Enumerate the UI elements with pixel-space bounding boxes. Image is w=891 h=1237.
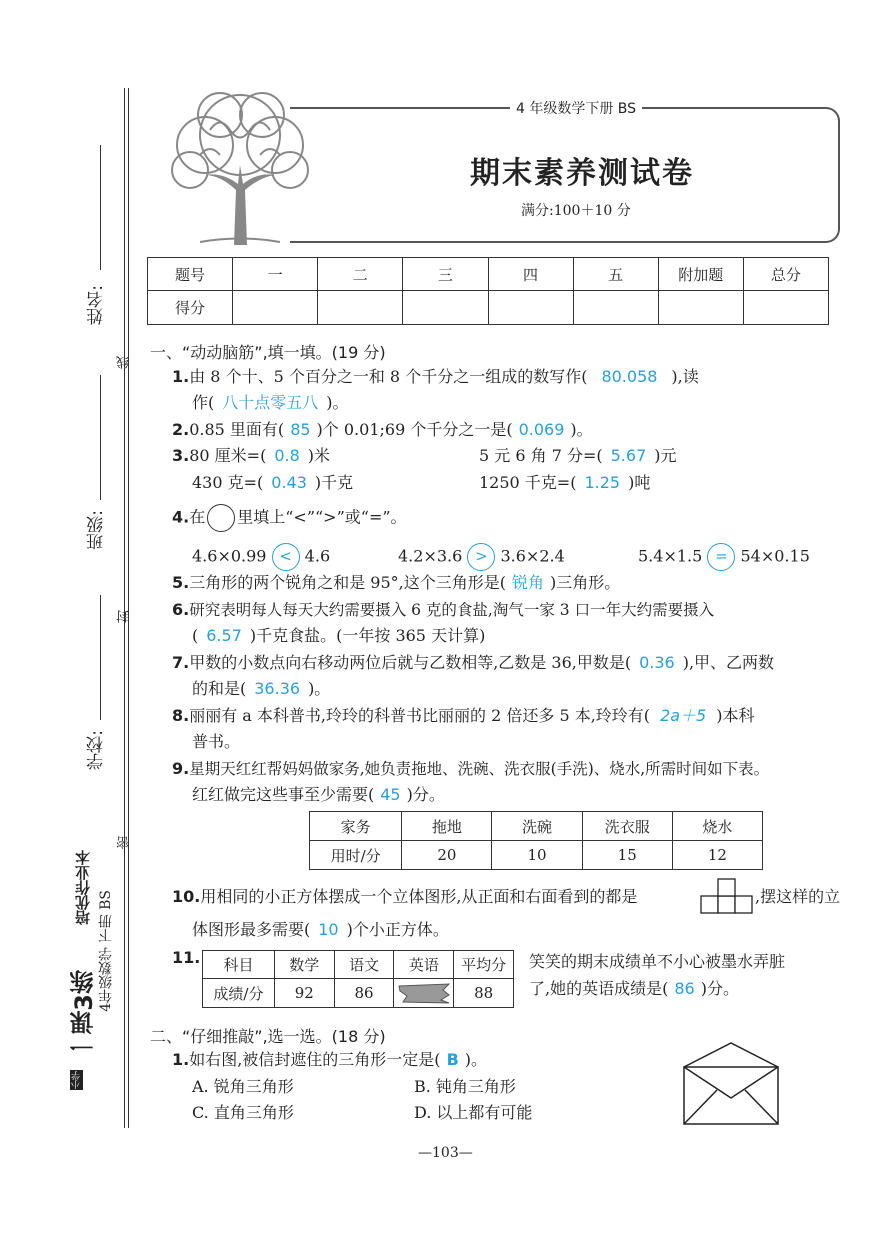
question-5 [172, 572, 620, 594]
sidebar-rule [124, 88, 125, 1128]
question-9-cont [192, 784, 445, 806]
q-text: )。 [308, 679, 331, 698]
answer[interactable]: 0.069 [518, 420, 565, 439]
option-d[interactable]: D. 以上都有可能 [414, 1103, 533, 1122]
ink-stain-cell [394, 979, 454, 1008]
q-text: 由 8 个十、5 个百分之一和 8 个千分之一组成的数写作( [189, 367, 588, 386]
answer[interactable]: B [446, 1050, 459, 1069]
score-header: 二 [318, 258, 403, 291]
question-1 [172, 366, 699, 388]
q-number: 5. [172, 573, 190, 592]
q-number: 10. [172, 887, 201, 906]
compare-left: 5.4×1.5 [638, 546, 703, 566]
q-text: 红红做完这些事至少需要( [192, 785, 375, 804]
question-8-cont [192, 731, 240, 753]
q-text: )米 [307, 446, 331, 465]
table-cell: 用时/分 [310, 841, 402, 870]
table-header: 烧水 [672, 812, 762, 841]
score-row-label: 得分 [148, 291, 233, 325]
q-text: )千克食盐。(一年按 365 天计算) [249, 626, 486, 645]
answer[interactable]: 锐角 [512, 573, 545, 592]
table-cell: 92 [274, 979, 334, 1008]
q-number: 1. [172, 367, 190, 386]
answer[interactable]: 2a＋5 [660, 706, 707, 725]
q-text: 0.85 里面有( [189, 420, 285, 439]
table-cell: 88 [454, 979, 514, 1008]
name-label: 姓名: [87, 285, 107, 325]
score-header: 总分 [743, 258, 828, 291]
table-cell: 15 [582, 841, 672, 870]
brand-subtitle: 培优作业本 [74, 850, 92, 925]
school-label: 学校: [87, 730, 107, 770]
score-cell[interactable] [488, 291, 573, 325]
q-text: 80 厘米=( [189, 446, 267, 465]
brand-title: 一课3练 [70, 970, 98, 1059]
question-7-cont [192, 678, 330, 700]
grades-table [202, 950, 514, 1008]
q-text: )千克 [314, 473, 354, 492]
q-text: 研究表明每人每天大约需要摄入 6 克的食盐,淘气一家 3 口一年大约需要摄入 [189, 601, 715, 619]
table-header: 语文 [334, 951, 394, 979]
brand-small: 小学 [72, 1071, 82, 1089]
option-a[interactable]: A. 锐角三角形 [192, 1077, 294, 1096]
section1-title: 一、“动动脑筋”,填一填。(19 分) [150, 343, 386, 362]
q-number: 7. [172, 653, 190, 672]
table-header: 数学 [274, 951, 334, 979]
score-header: 五 [573, 258, 658, 291]
table-header: 平均分 [454, 951, 514, 979]
question-10-cont [192, 919, 449, 941]
q-text: 了,她的英语成绩是( [529, 979, 669, 998]
answer[interactable]: 5.67 [610, 446, 647, 465]
seal-mark: 封 [117, 610, 132, 623]
q-number: 9. [172, 759, 190, 778]
answer[interactable]: 0.8 [274, 446, 300, 465]
table-cell: 成绩/分 [203, 979, 275, 1008]
q-text: )个 0.01;69 个千分之一是( [316, 420, 513, 439]
table-cell: 10 [492, 841, 582, 870]
school-line[interactable] [100, 595, 101, 720]
answer[interactable]: 86 [674, 979, 695, 998]
question-11-cont [529, 978, 739, 1000]
q-text: )。 [570, 420, 593, 439]
question-4 [172, 504, 407, 532]
q-text: )元 [654, 446, 677, 465]
answer[interactable]: 85 [290, 420, 311, 439]
question-9 [172, 758, 769, 780]
q-number: 11. [172, 948, 201, 967]
brand-logo [60, 820, 120, 1120]
score-table [147, 257, 829, 325]
page-title: 期末素养测试卷 [470, 156, 694, 191]
answer[interactable]: 0.36 [639, 653, 675, 672]
close-mark: 密 [117, 836, 132, 849]
q-text: ,摆这样的立 [755, 887, 841, 906]
compare-answer[interactable]: > [467, 543, 495, 571]
question-2 [172, 419, 593, 441]
answer[interactable]: 0.43 [271, 473, 307, 492]
table-header: 家务 [310, 812, 402, 841]
question-4-items [192, 543, 330, 571]
q-number: 8. [172, 706, 190, 725]
q-text: )个小正方体。 [346, 920, 449, 939]
q-text: 星期天红红帮妈妈做家务,她负责拖地、洗碗、洗衣服(手洗)、烧水,所需时间如下表。 [189, 760, 770, 778]
brand-grade: 4年级数学 下册 BS [98, 890, 114, 1012]
table-cell: 12 [672, 841, 762, 870]
score-header: 三 [403, 258, 488, 291]
cube-view-icon [700, 878, 754, 914]
q-text: ( [192, 626, 199, 645]
table-header: 洗衣服 [582, 812, 672, 841]
score-cell[interactable] [318, 291, 403, 325]
q-text: )分。 [406, 785, 445, 804]
envelope-icon [683, 1040, 779, 1126]
question-11 [172, 947, 200, 969]
question-1-cont [192, 392, 349, 414]
question-3a [172, 445, 330, 467]
q-text: )。 [326, 393, 349, 412]
question-3b [479, 445, 677, 467]
full-score: 满分:100＋10 分 [521, 203, 631, 219]
compare-right: 3.6×2.4 [500, 546, 565, 566]
answer[interactable]: 10 [318, 920, 339, 939]
compare-right: 4.6 [304, 546, 331, 566]
compare-left: 4.6×0.99 [192, 546, 267, 566]
q-text: 体图形最多需要( [192, 920, 311, 939]
score-cell[interactable] [403, 291, 488, 325]
q-text: )分。 [700, 979, 739, 998]
compare-answer[interactable]: = [707, 543, 735, 571]
q-number: 3. [172, 446, 190, 465]
answer[interactable]: 1.25 [584, 473, 621, 492]
question-7 [172, 652, 774, 674]
question-4-items [398, 543, 565, 571]
q-text: 如右图,被信封遮住的三角形一定是( [189, 1050, 441, 1069]
section2-title: 二、“仔细推敲”,选一选。(18 分) [150, 1027, 386, 1046]
q-text: )。 [464, 1050, 488, 1069]
q-text: 丽丽有 a 本科普书,玲玲的科普书比丽丽的 2 倍还多 5 本,玲玲有( [189, 706, 651, 725]
score-header: 一 [233, 258, 318, 291]
q-text: 用相同的小正方体摆成一个立体图形,从正面和右面看到的都是 [200, 887, 638, 906]
q-text: ),读 [671, 367, 699, 386]
q-number: 2. [172, 420, 190, 439]
q-text: 里填上“<”“>”或“=”。 [237, 507, 407, 527]
q-text: 三角形的两个锐角之和是 95°,这个三角形是( [189, 573, 506, 592]
q-text: 5 元 6 角 7 分=( [479, 446, 603, 465]
score-cell[interactable] [658, 291, 743, 325]
page-number: —103— [418, 1145, 473, 1161]
q-text: 1250 千克=( [479, 473, 577, 492]
score-cell[interactable] [233, 291, 318, 325]
question-8 [172, 705, 754, 727]
q-text: ),甲、乙两数 [682, 653, 775, 672]
q-text: 甲数的小数点向右移动两位后就与乙数相等,乙数是 36,甲数是( [189, 653, 632, 672]
q-number: 1. [172, 1050, 190, 1069]
grade-book-label: 4 年级数学下册 BS [510, 98, 642, 118]
table-header: 洗碗 [492, 812, 582, 841]
compare-right: 54×0.15 [740, 546, 810, 566]
answer[interactable]: 八十点零五八 [222, 393, 319, 412]
q-text: 作( [192, 393, 215, 412]
option-c[interactable]: C. 直角三角形 [192, 1103, 294, 1122]
q-text: 笑笑的期末成绩单不小心被墨水弄脏 [529, 952, 786, 971]
table-header: 英语 [394, 951, 454, 979]
option-b[interactable]: B. 钝角三角形 [414, 1077, 516, 1096]
compare-answer[interactable]: < [272, 543, 300, 571]
sidebar-rule-2 [128, 88, 129, 1128]
q-number: 4. [172, 507, 190, 527]
blank-circle-icon [207, 504, 235, 532]
q-text: )本科 [716, 706, 755, 725]
q-number: 6. [172, 600, 190, 619]
name-line[interactable] [100, 145, 101, 270]
line-mark: 线 [117, 356, 132, 369]
table-header: 拖地 [402, 812, 492, 841]
question-6-cont [192, 625, 485, 647]
compare-left: 4.2×3.6 [398, 546, 463, 566]
score-header: 题号 [148, 258, 233, 291]
score-header: 附加题 [658, 258, 743, 291]
ink-stain-icon [397, 982, 451, 1004]
class-line[interactable] [100, 375, 101, 500]
answer[interactable]: 6.57 [206, 626, 242, 645]
question-6 [172, 599, 714, 621]
class-label: 班级: [87, 510, 107, 550]
score-cell[interactable] [573, 291, 658, 325]
question-s2-1 [172, 1049, 487, 1071]
q-text: 在 [189, 507, 206, 527]
table-header: 科目 [203, 951, 275, 979]
q-text: )三角形。 [550, 573, 621, 592]
q-text: )吨 [628, 473, 651, 492]
score-cell[interactable] [743, 291, 828, 325]
answer[interactable]: 80.058 [601, 367, 658, 386]
chores-table [309, 811, 763, 870]
answer[interactable]: 45 [380, 785, 401, 804]
answer[interactable]: 36.36 [254, 679, 301, 698]
question-10-b [755, 886, 840, 908]
question-3d [479, 472, 650, 494]
table-cell: 20 [402, 841, 492, 870]
q-text: 普书。 [192, 732, 241, 751]
q-text: 430 克=( [192, 473, 264, 492]
q-text: 的和是( [192, 679, 247, 698]
question-11-text [529, 951, 785, 973]
table-cell: 86 [334, 979, 394, 1008]
question-4-items [638, 543, 810, 571]
question-10 [172, 886, 637, 908]
question-3c [192, 472, 353, 494]
score-header: 四 [488, 258, 573, 291]
